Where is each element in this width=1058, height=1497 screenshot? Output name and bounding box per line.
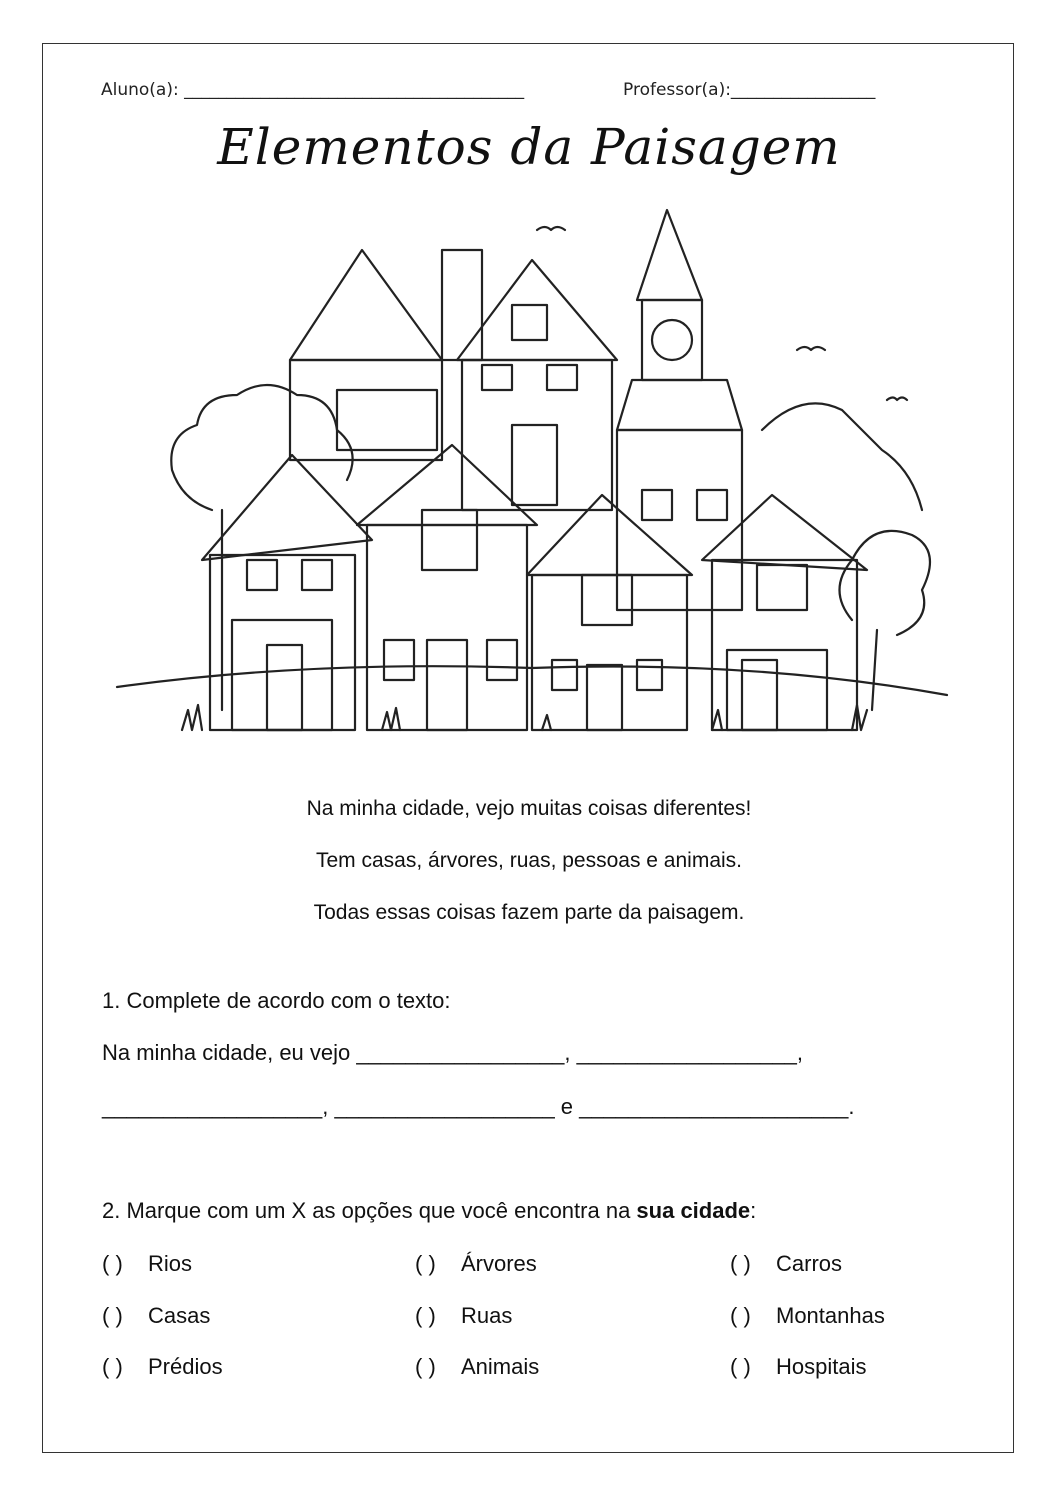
intro-line-1: Na minha cidade, vejo muitas coisas diferentes! [306,797,752,820]
checkbox-parens[interactable]: ( ) [102,1303,123,1328]
page-title: Elementos da Paisagem [217,118,841,176]
student-name-field[interactable]: Aluno(a): ________________________________________ [101,80,525,100]
checkbox-parens[interactable]: ( ) [415,1303,436,1328]
option-label: Hospitais [776,1354,867,1379]
question-1-fill-line-2[interactable]: __________________, __________________ e ______________________. [102,1094,855,1119]
intro-line-3: Todas essas coisas fazem parte da paisagem. [313,901,745,924]
option-checkbox[interactable] [730,1354,866,1380]
option-label: Rios [148,1251,193,1276]
option-label: Carros [776,1251,843,1276]
option-label: Prédios [148,1354,223,1379]
option-checkbox[interactable] [415,1303,512,1329]
question-2-heading-text: 2. Marque com um X as opções que você encontra na [102,1198,637,1223]
question-2-heading [102,1198,756,1224]
option-checkbox[interactable] [102,1354,223,1380]
option-label: Montanhas [776,1303,885,1328]
option-checkbox[interactable] [102,1251,192,1277]
question-1-heading: 1. Complete de acordo com o texto: [102,988,451,1013]
option-checkbox[interactable] [102,1303,210,1329]
checkbox-parens[interactable]: ( ) [102,1251,123,1276]
checkbox-parens[interactable]: ( ) [730,1251,751,1276]
option-checkbox[interactable] [415,1354,539,1380]
option-label: Casas [148,1303,211,1328]
checkbox-parens[interactable]: ( ) [102,1354,123,1379]
question-2-heading-end: : [750,1198,757,1223]
question-1-fill-line-1[interactable]: Na minha cidade, eu vejo _________________, __________________, [102,1040,803,1065]
option-checkbox[interactable] [730,1251,842,1277]
question-2-heading-emphasis: sua cidade [636,1198,751,1223]
option-label: Ruas [461,1303,513,1328]
houses-illustration [112,190,952,750]
checkbox-parens[interactable]: ( ) [415,1251,436,1276]
option-checkbox[interactable] [415,1251,537,1277]
checkbox-parens[interactable]: ( ) [730,1303,751,1328]
teacher-name-field[interactable]: Professor(a):_________________ [623,80,876,100]
checkbox-parens[interactable]: ( ) [730,1354,751,1379]
option-label: Animais [461,1354,540,1379]
option-label: Árvores [461,1251,537,1276]
checkbox-parens[interactable]: ( ) [415,1354,436,1379]
option-checkbox[interactable] [730,1303,885,1329]
intro-line-2: Tem casas, árvores, ruas, pessoas e animais. [315,849,742,872]
